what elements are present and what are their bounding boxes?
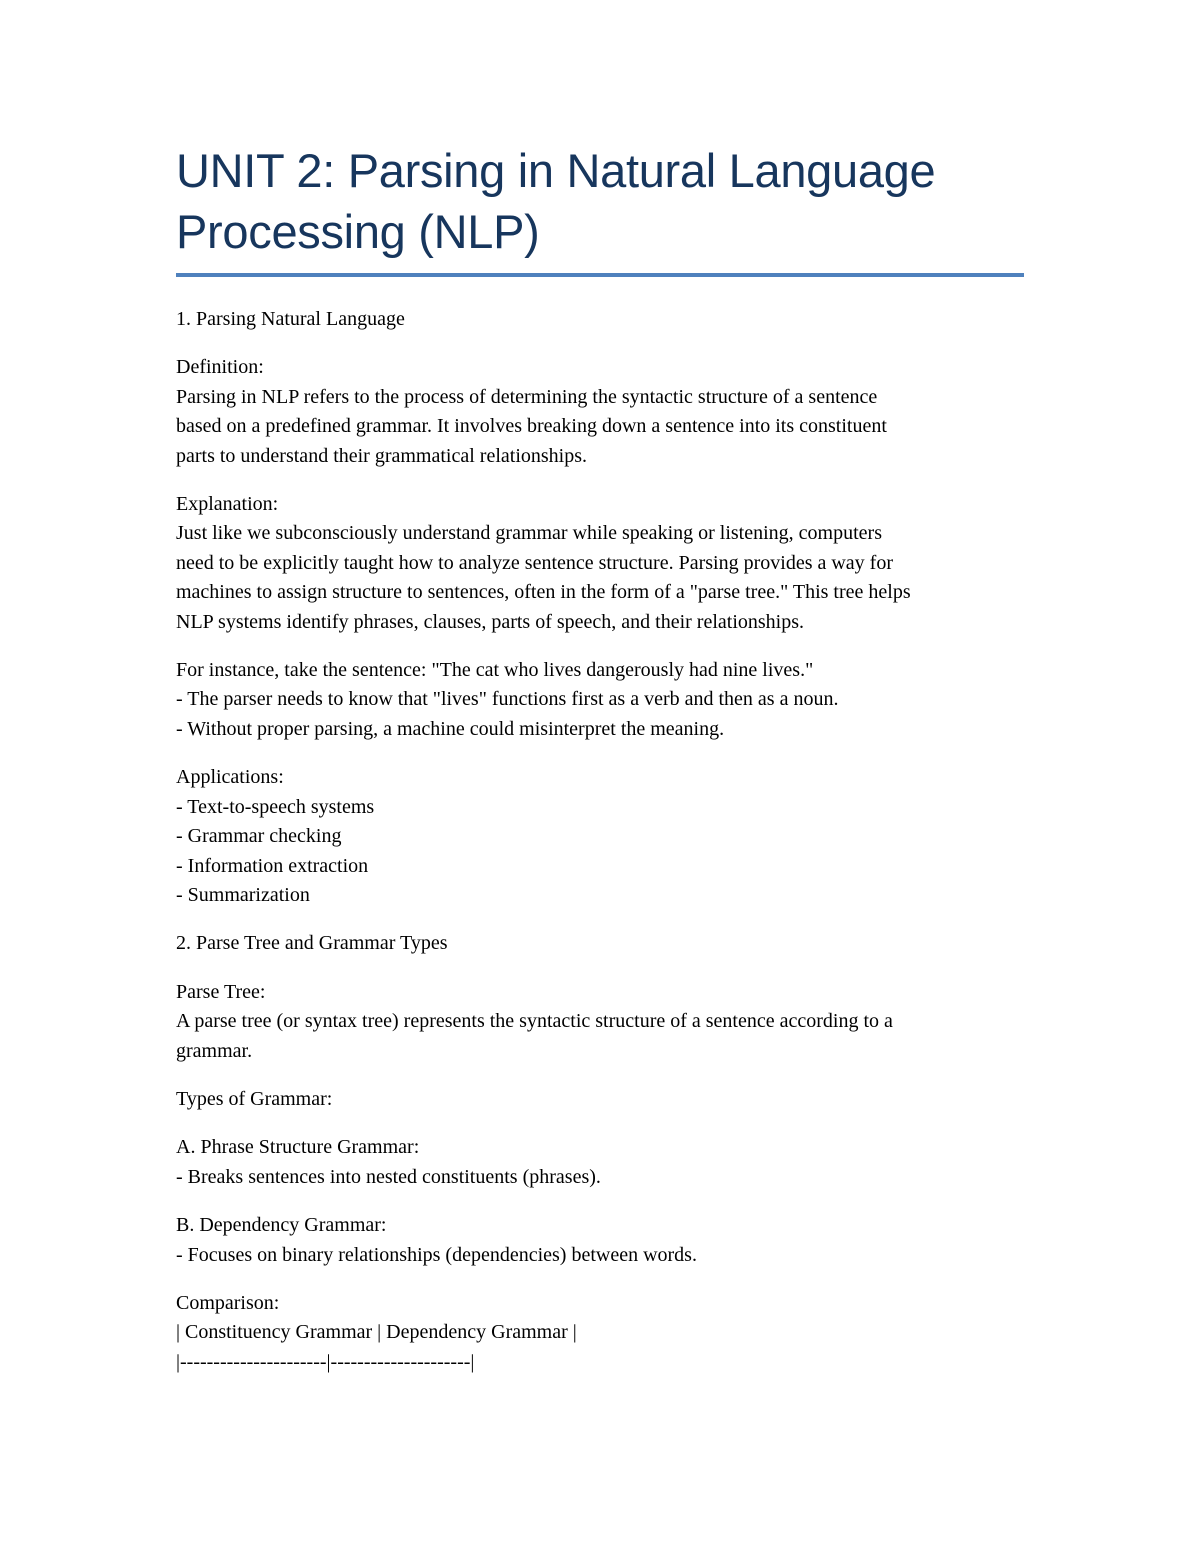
parse-tree-paragraph [176,978,1026,1066]
types-of-grammar-heading [176,1085,1026,1114]
comparison-paragraph [176,1289,1026,1377]
text-line: For instance, take the sentence: "The cat who lives dangerously had nine lives." [176,659,814,682]
table-row: |----------------------|---------------------| [176,1350,475,1373]
explanation-paragraph [176,490,1026,637]
text-line: - The parser needs to know that "lives" functions first as a verb and then as a noun. [176,688,839,711]
text-line: based on a predefined grammar. It involves breaking down a sentence into its constituent [176,415,887,438]
text-line: - Without proper parsing, a machine could misinterpret the meaning. [176,717,725,740]
list-item: - Focuses on binary relationships (dependencies) between words. [176,1243,697,1266]
text-line: Explanation: [176,493,279,516]
applications-list [176,763,1026,910]
text-line: Comparison: [176,1291,280,1314]
text-line: B. Dependency Grammar: [176,1214,387,1237]
section-heading-parsing [176,305,1026,334]
title-line-2: Processing (NLP) [176,205,540,258]
list-item: - Information extraction [176,854,369,877]
text-line: Types of Grammar: [176,1087,333,1110]
list-item: - Breaks sentences into nested constituents (phrases). [176,1165,601,1188]
text-line: Parsing in NLP refers to the process of determining the syntactic structure of a sentence [176,385,878,408]
text-line: Just like we subconsciously understand grammar while speaking or listening, computers [176,522,882,545]
text-line: parts to understand their grammatical relationships. [176,444,587,467]
text-line: Parse Tree: [176,980,266,1003]
example-paragraph [176,656,1026,744]
phrase-structure-paragraph [176,1133,1026,1192]
section-heading-parse-tree [176,929,1026,958]
text-line: need to be explicitly taught how to analyze sentence structure. Parsing provides a way for [176,551,893,574]
text-line: A parse tree (or syntax tree) represents the syntactic structure of a sentence according to a [176,1010,893,1033]
list-item: - Grammar checking [176,825,342,848]
document-page [176,140,1026,1396]
dependency-grammar-paragraph [176,1211,1026,1270]
text-line: Applications: [176,766,284,789]
title-line-1: UNIT 2: Parsing in Natural Language [176,144,936,197]
text-line: 1. Parsing Natural Language [176,308,405,330]
text-line: A. Phrase Structure Grammar: [176,1136,420,1159]
document-body [176,305,1026,1377]
document-title [176,140,1026,273]
text-line: machines to assign structure to sentences, often in the form of a "parse tree." This tree helps [176,581,911,604]
list-item: - Summarization [176,883,310,906]
text-line: Definition: [176,356,264,379]
table-row: | Constituency Grammar | Dependency Grammar | [176,1321,577,1344]
text-line: grammar. [176,1039,253,1062]
text-line: 2. Parse Tree and Grammar Types [176,932,448,955]
title-underline-rule [176,273,1024,277]
definition-paragraph [176,353,1026,471]
list-item: - Text-to-speech systems [176,795,375,818]
text-line: NLP systems identify phrases, clauses, parts of speech, and their relationships. [176,610,805,633]
